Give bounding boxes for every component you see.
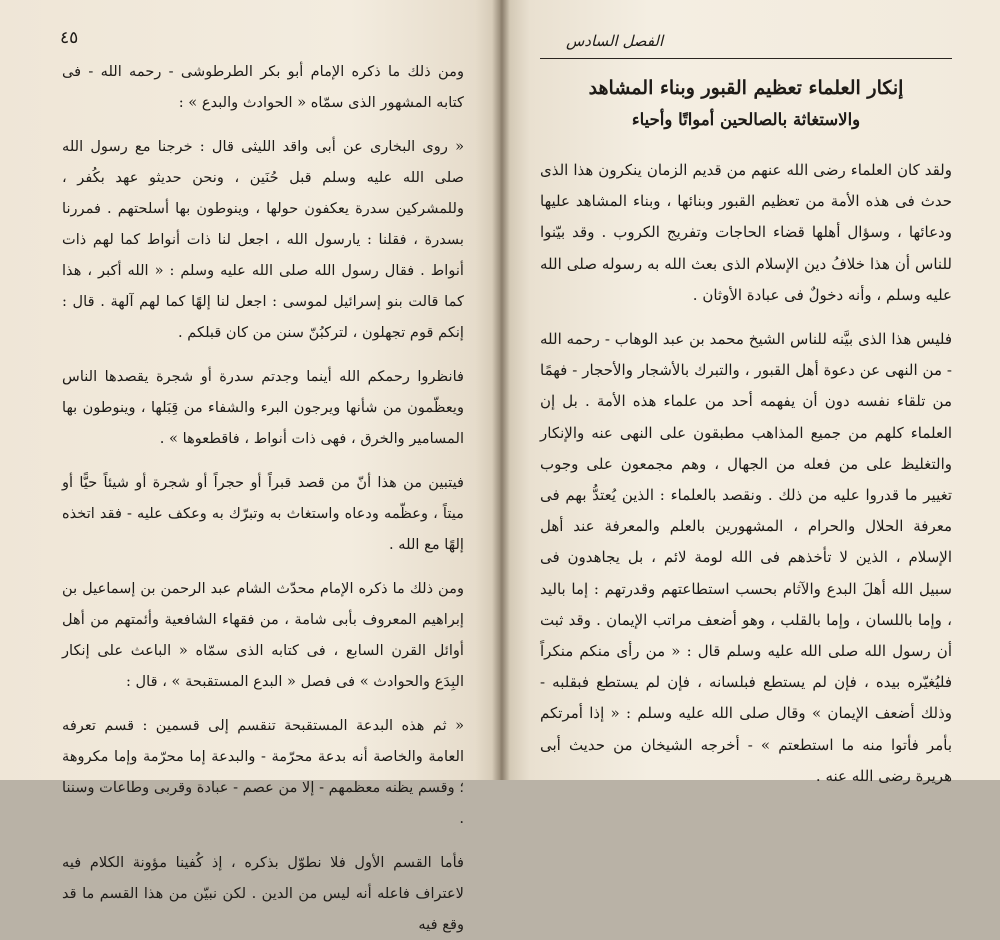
paragraph: ولقد كان العلماء رضى الله عنهم من قديم الزمان ينكرون هذا الذى حدث فى هذه الأمة من تعظيم القبور وبنائها ، وبناء المشاهد عليها ودعائها ، وسؤال أهلها قضاء الحاجات وتفريج الكروب . وقد بيّنوا للناس أن هذا خلافُ دين الإسلام الذى بعث الله به رسوله صلى الله عليه وسلم ، وأنه دخولٌ فى عبادة الأوثان . bbox=[540, 161, 952, 304]
header-rule bbox=[540, 58, 952, 59]
paragraph: ومن ذلك ما ذكره الإمام محدّث الشام عبد الرحمن بن إسماعيل بن إبراهيم المعروف بأبى شامة ، من فقهاء الشافعية وأئمتهم من أهل أوائل القرن السابع ، فى كتابه الذى سمّاه « الباعث على إنكار البِدَع والحوادث » فى فصل « البدع المستقبحة » ، قال : bbox=[62, 580, 464, 690]
paragraph: فانظروا رحمكم الله أينما وجدتم سدرة أو شجرة يقصدها الناس ويعظّمون من شأنها ويرجون البرء والشفاء من قِبَلها ، وينوطون بها المسامير والخرق ، فهى ذات أنواط ، فاقطعوها » . bbox=[62, 368, 464, 447]
paragraph: فيتبين من هذا أنّ من قصد قبراً أو حجراً أو شجرة أو شيئاً حيًّا أو ميتاً ، وعظّمه ودعاه واستغاث به وتبرّك به وعكف عليه - فقد اتخذه إلهًا مع الله . bbox=[62, 474, 464, 553]
section-title: إنكار العلماء تعظيم القبور وبناء المشاهد bbox=[588, 77, 904, 99]
paragraph: ومن ذلك ما ذكره الإمام أبو بكر الطرطوشى - رحمه الله - فى كتابه المشهور الذى سمّاه « الحوادث والبدع » : bbox=[62, 63, 464, 111]
left-page bbox=[0, 0, 500, 933]
paragraph: « روى البخارى عن أبى واقد الليثى قال : خرجنا مع رسول الله صلى الله عليه وسلم قبل حُنَين ، ونحن حديثو عهد بكُفر ، وللمشركين سدرة يعكفون حولها ، وينوطون بها أسلحتهم . فمررنا بسدرة ، فقلنا : يارسول الله ، اجعل لنا ذات أنواط كما لهم ذات أنواط . فقال رسول الله صلى الله عليه وسلم : « الله أكبر ، هذا كما قالت بنو إسرائيل لموسى : اجعل لنا إلهًا كما لهم آلهة . قال : إنكم قوم تجهلون ، لتركبُنّ سنن من كان قبلكم . bbox=[62, 138, 464, 341]
paragraph: فليس هذا الذى بيَّنه للناس الشيخ محمد بن عبد الوهاب - رحمه الله - من النهى عن دعوة أهل القبور ، والتبرك بالأشجار والأحجار - فهمًا من تلقاء نفسه دون أن يفهمه أحد من علماء هذه الأمة . بل إن العلماء كلهم من جميع المذاهب مطبقون على النهى عنه والإنكار والتغليظ على من فعله من الجهال ، وهم مجمعون على وجوب تغيير ما قدروا عليه من ذلك . ونقصد بالعلماء : الذين يُعتدُّ بهم فى معرفة الحلال والحرام ، المشهورين بالعلم والمعرفة عند أهل الإسلام ، الذين لا تأخذهم فى الله لومة لائم ، بل يجاهدون فى سبيل الله أهلَ البدع والآثام بحسب استطاعتهم وقدرتهم : إما باليد ، وإما باللسان ، وإما بالقلب ، وهو أضعف مراتب الإيمان . وقد ثبت أن رسول الله صلى الله عليه وسلم قال : « من رأى منكم منكراً فليُغيّره بيده ، فإن لم يستطع فبلسانه ، فإن لم يستطع فبقلبه - وذلك أضعف الإيمان » وقال صلى الله عليه وسلم : « إذا أمرتكم بأمر فأتوا منه ما استطعتم » - أخرجه الشيخان من حديث أبى هريرة رضى الله عنه . bbox=[540, 330, 953, 785]
header-spacer bbox=[62, 18, 464, 56]
running-header: الفصل السادس bbox=[566, 32, 664, 50]
paragraph: فأما القسم الأول فلا نطوّل بذكره ، إذ كُفينا مؤونة الكلام فيه لاعتراف فاعله أنه ليس من الدين . لكن نبيّن من هذا القسم ما قد وقع فيه bbox=[62, 854, 464, 933]
section-subtitle: والاستغاثة بالصالحين أمواتًا وأحياء bbox=[631, 110, 861, 129]
right-page bbox=[500, 0, 1000, 785]
page-number: ٤٥ bbox=[60, 28, 79, 48]
paragraph: « ثم هذه البدعة المستقبحة تنقسم إلى قسمين : قسم تعرفه العامة والخاصة أنه بدعة محرّمة - والبدعة إما محرّمة وإما مكروهة ؛ وقسم يظنه معظمهم - إلا من عصم - عبادة وقربى وطاعات وسننا . bbox=[62, 717, 464, 827]
